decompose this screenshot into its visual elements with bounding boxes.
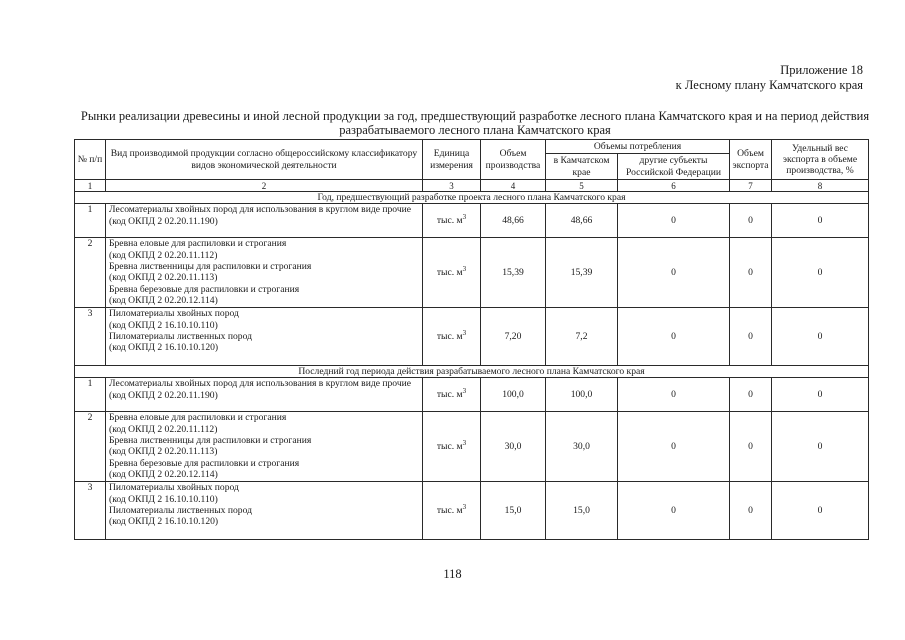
consumption-other-regions: 0	[618, 412, 730, 482]
product-line: Бревна еловые для распиловки и строгания	[109, 238, 287, 250]
table-row	[75, 482, 869, 540]
consumption-other-regions: 0	[618, 308, 730, 366]
page-number: 118	[443, 567, 462, 581]
product-name	[106, 482, 423, 540]
row-number: 3	[75, 482, 106, 540]
unit-cell	[423, 412, 481, 482]
export-volume: 0	[730, 412, 772, 482]
product-line: Пиломатериалы лиственных пород	[109, 331, 252, 343]
row-number: 3	[75, 308, 106, 366]
production-volume: 48,66	[481, 204, 546, 238]
unit-cell	[423, 238, 481, 308]
unit-cell	[423, 308, 481, 366]
unit-text: тыс. м	[436, 331, 463, 343]
row-number: 2	[75, 412, 106, 482]
export-share: 0	[772, 412, 869, 482]
unit-exponent: 3	[462, 212, 467, 221]
column-index-row	[75, 180, 869, 192]
consumption-region: 15,0	[546, 482, 618, 540]
export-share: 0	[772, 308, 869, 366]
appendix-line-1: Приложение 18	[780, 63, 863, 77]
consumption-other-regions: 0	[618, 238, 730, 308]
unit-text: тыс. м	[436, 441, 463, 453]
product-line: Лесоматериалы хвойных пород для использования в круглом виде прочие	[109, 204, 412, 216]
row-number: 2	[75, 238, 106, 308]
unit-text: тыс. м	[436, 215, 463, 227]
appendix-note	[676, 63, 863, 93]
product-name	[106, 378, 423, 412]
document-title: Рынки реализации древесины и иной лесной продукции за год, предшествующий разработке лесного плана Камчатского края и на период действия разрабатываемого лесного плана Камчатского края	[80, 109, 870, 137]
section-title: Год, предшествующий разработке проекта лесного плана Камчатского края	[75, 192, 869, 204]
export-share: 0	[772, 204, 869, 238]
product-line: Пиломатериалы лиственных пород	[109, 505, 252, 517]
product-line: (код ОКПД 2 16.10.10.120)	[109, 516, 219, 528]
product-line: Пиломатериалы хвойных пород	[109, 482, 239, 494]
column-index: 3	[423, 180, 481, 192]
production-volume: 15,0	[481, 482, 546, 540]
product-line: (код ОКПД 2 16.10.10.110)	[109, 319, 218, 331]
product-line: (код ОКПД 2 16.10.10.120)	[109, 342, 219, 354]
header-unit: Единица измерения	[423, 140, 481, 180]
consumption-other-regions: 0	[618, 378, 730, 412]
product-line: (код ОКПД 2 02.20.11.113)	[109, 446, 218, 458]
section-header-row	[75, 192, 869, 204]
export-volume: 0	[730, 308, 772, 366]
consumption-other-regions: 0	[618, 204, 730, 238]
unit-text: тыс. м	[436, 389, 463, 401]
table-row	[75, 412, 869, 482]
header-region: в Камчатском крае	[546, 154, 618, 180]
column-index: 4	[481, 180, 546, 192]
consumption-region: 30,0	[546, 412, 618, 482]
product-line: (код ОКПД 2 02.20.11.113)	[109, 272, 218, 284]
product-line: (код ОКПД 2 02.20.12.114)	[109, 295, 218, 307]
product-line: (код ОКПД 2 02.20.11.190)	[109, 215, 218, 227]
product-line: Бревна березовые для распиловки и строгания	[109, 283, 300, 295]
export-volume: 0	[730, 482, 772, 540]
product-line: (код ОКПД 2 02.20.11.190)	[109, 389, 218, 401]
unit-exponent: 3	[462, 438, 467, 447]
unit-cell	[423, 378, 481, 412]
product-name	[106, 308, 423, 366]
consumption-region: 48,66	[546, 204, 618, 238]
consumption-other-regions: 0	[618, 482, 730, 540]
product-line: Бревна лиственницы для распиловки и строгания	[109, 261, 312, 273]
unit-exponent: 3	[462, 386, 467, 395]
product-line: Лесоматериалы хвойных пород для использования в круглом виде прочие	[109, 378, 412, 390]
consumption-region: 15,39	[546, 238, 618, 308]
column-index: 5	[546, 180, 618, 192]
unit-text: тыс. м	[436, 505, 463, 517]
table-row	[75, 238, 869, 308]
product-line: (код ОКПД 2 16.10.10.110)	[109, 493, 218, 505]
header-share: Удельный вес экспорта в объеме производства, %	[772, 140, 869, 180]
production-volume: 15,39	[481, 238, 546, 308]
column-index: 7	[730, 180, 772, 192]
unit-cell	[423, 482, 481, 540]
column-index: 8	[772, 180, 869, 192]
unit-text: тыс. м	[436, 267, 463, 279]
section-title: Последний год периода действия разрабатываемого лесного плана Камчатского края	[75, 366, 869, 378]
export-volume: 0	[730, 238, 772, 308]
export-share: 0	[772, 238, 869, 308]
export-share: 0	[772, 378, 869, 412]
product-name	[106, 412, 423, 482]
header-volume: Объем производства	[481, 140, 546, 180]
product-name	[106, 204, 423, 238]
unit-exponent: 3	[462, 502, 467, 511]
row-number: 1	[75, 378, 106, 412]
header-num: № п/п	[75, 140, 106, 180]
product-line: Бревна еловые для распиловки и строгания	[109, 412, 287, 424]
appendix-line-2: к Лесному плану Камчатского края	[675, 78, 863, 92]
table-row	[75, 378, 869, 412]
export-share: 0	[772, 482, 869, 540]
production-volume: 7,20	[481, 308, 546, 366]
table-row	[75, 308, 869, 366]
table-body	[75, 180, 869, 540]
product-line: Пиломатериалы хвойных пород	[109, 308, 239, 320]
consumption-region: 7,2	[546, 308, 618, 366]
consumption-region: 100,0	[546, 378, 618, 412]
product-line: (код ОКПД 2 02.20.11.112)	[109, 249, 218, 261]
export-volume: 0	[730, 204, 772, 238]
product-line: (код ОКПД 2 02.20.12.114)	[109, 469, 218, 481]
unit-exponent: 3	[462, 264, 467, 273]
product-line: (код ОКПД 2 02.20.11.112)	[109, 423, 218, 435]
header-export: Объем экспорта	[730, 140, 772, 180]
production-volume: 100,0	[481, 378, 546, 412]
column-index: 1	[75, 180, 106, 192]
unit-cell	[423, 204, 481, 238]
markets-table	[74, 139, 869, 540]
header-other: другие субъекты Российской Федерации	[618, 154, 730, 180]
product-name	[106, 238, 423, 308]
header-type: Вид производимой продукции согласно общероссийскому классификатору видов экономической деятельности	[106, 140, 423, 180]
production-volume: 30,0	[481, 412, 546, 482]
product-line: Бревна березовые для распиловки и строгания	[109, 457, 300, 469]
product-line: Бревна лиственницы для распиловки и строгания	[109, 435, 312, 447]
section-header-row	[75, 366, 869, 378]
column-index: 6	[618, 180, 730, 192]
export-volume: 0	[730, 378, 772, 412]
column-index: 2	[106, 180, 423, 192]
header-consumption: Объемы потребления	[546, 140, 730, 154]
row-number: 1	[75, 204, 106, 238]
unit-exponent: 3	[462, 328, 467, 337]
table-row	[75, 204, 869, 238]
